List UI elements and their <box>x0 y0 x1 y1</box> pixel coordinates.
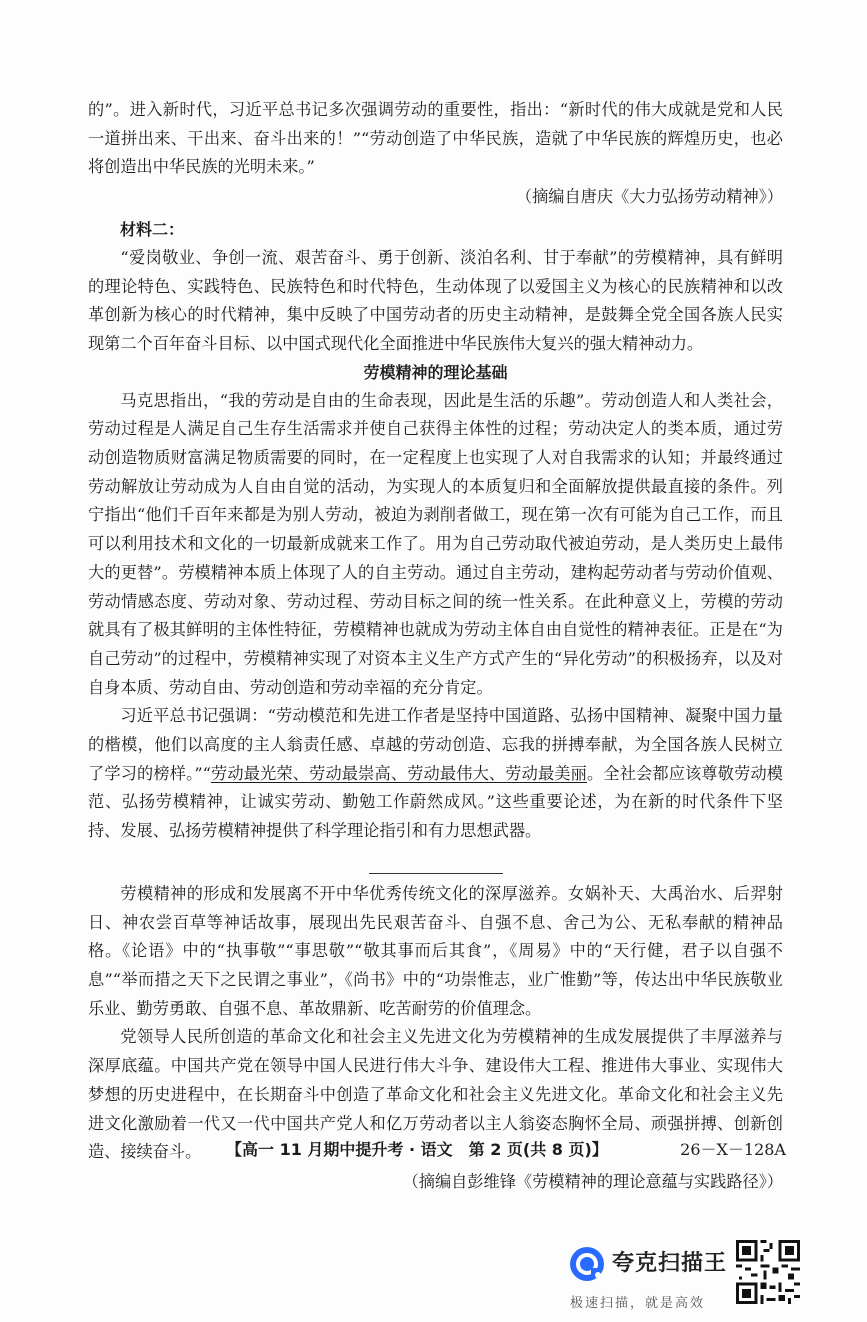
material-two-paragraph-4: 劳模精神的形成和发展离不开中华优秀传统文化的深厚滋养。女娲补天、大禹治水、后羿射日、神农尝百草等神话故事，展现出先民艰苦奋斗、自强不息、舍己为公、无私奉献的精神品格。《论语》中的“执事敬”“事思敬”“敬其事而后其食”，《周易》中的“天行健，君子以自强不息”“举而措之天下之民谓之事业”，《尚书》中的“功崇惟志，业广惟勤”等，传达出中华民族敬业乐业、勤劳勇敢、自强不息、革故鼎新、吃苦耐劳的价值理念。 <box>88 883 783 1018</box>
section-title: 劳模精神的理论基础 <box>363 362 508 382</box>
material-two-paragraph-5: 党领导人民所创造的革命文化和社会主义先进文化为劳模精神的生成发展提供了丰厚滋养与深厚底蕴。中国共产党在领导中国人民进行伟大斗争、建设伟大工程、推进伟大事业、实现伟大梦想的历史进程中，在长期奋斗中创造了革命文化和社会主义先进文化。革命文化和社会主义先进文化激励着一代又一代中国共产党人和亿万劳动者以主人翁姿态胸怀全局、顽强拼搏、创新创造、接续奋斗。 <box>88 1027 783 1162</box>
material-two-paragraph-3 <box>88 702 783 846</box>
scanner-logo-icon <box>568 1245 606 1283</box>
source-citation-1: （摘编自唐庆《大力弘扬劳动精神》） <box>515 187 783 207</box>
paragraph-3-text-a: 习近平总书记强调：“劳动模范和先进工作者是坚持中国道路、弘扬中国精神、凝聚中国力量的楷模，他们以高度的主人翁责任感、卓越的劳动创造、忘我的拼搏奉献，为全国各族人民树立了学习的榜样。”“ <box>88 706 783 783</box>
scanner-brand-name: 夸克扫描王 <box>612 1251 728 1276</box>
underlined-quote: 劳动最光荣、劳动最崇高、劳动最伟大、劳动最美丽 <box>210 763 587 783</box>
scanner-slogan: 极速扫描，就是高效 <box>570 1296 706 1311</box>
footer-exam-info: 【高一 11 月期中提升考 · 语文 第 2 页(共 8 页)】 <box>226 1140 608 1159</box>
material-two-title: 材料二： <box>120 219 185 239</box>
section-divider <box>369 873 503 874</box>
footer-code: 26－X－128A <box>680 1140 786 1159</box>
material-two-paragraph-1: “爱岗敬业、争创一流、艰苦奋斗、勇于创新、淡泊名利、甘于奉献”的劳模精神，具有鲜明的理论特色、实践特色、民族特色和时代特色，生动体现了以爱国主义为核心的民族精神和以改革创新为核心的时代精神，集中反映了中国劳动者的历史主动精神，是鼓舞全党全国各族人民实现第二个百年奋斗目标、以中国式现代化全面推进中华民族伟大复兴的强大精神动力。 <box>88 247 783 353</box>
paragraph-3-text-b: 。全社会都应该尊敬劳动模范、弘扬劳模精神，让诚实劳动、勤勉工作蔚然成风。”这些重要论述，为在新的时代条件下坚持、发展、弘扬劳模精神提供了科学理论指引和有力思想武器。 <box>88 763 783 841</box>
qr-code-icon <box>736 1240 800 1304</box>
scanner-watermark <box>568 1240 728 1310</box>
page-footer <box>226 1137 786 1160</box>
intro-paragraph: 的”。进入新时代，习近平总书记多次强调劳动的重要性，指出：“新时代的伟大成就是党和人民一道拼出来、干出来、奋斗出来的！”“劳动创造了中华民族，造就了中华民族的辉煌历史，也必将创造出中华民族的光明未来。” <box>88 100 783 177</box>
material-two-paragraph-2: 马克思指出，“我的劳动是自由的生命表现，因此是生活的乐趣”。劳动创造人和人类社会，劳动过程是人满足自己生存生活需求并使自己获得主体性的过程；劳动决定人的类本质，通过劳动创造物质财富满足物质需要的同时，在一定程度上也实现了人对自我需求的认知；并最终通过劳动解放让劳动成为人自由自觉的活动，为实现人的本质复归和全面解放提供最直接的条件。列宁指出“他们千百年来都是为别人劳动，被迫为剥削者做工，现在第一次有可能为自己工作，而且可以利用技术和文化的一切最新成就来工作了。用为自己劳动取代被迫劳动，是人类历史上最伟大的更替”。劳模精神本质上体现了人的自主劳动。通过自主劳动，建构起劳动者与劳动价值观、劳动情感态度、劳动对象、劳动过程、劳动目标之间的统一性关系。在此种意义上，劳模的劳动就具有了极其鲜明的主体性特征，劳模精神也就成为劳动主体自由自觉性的精神表征。正是在“为自己劳动”的过程中，劳模精神实现了对资本主义生产方式产生的“异化劳动”的积极扬弃，以及对自身本质、劳动自由、劳动创造和劳动幸福的充分肯定。 <box>88 390 783 697</box>
article-body <box>88 96 783 1197</box>
source-citation-2: （摘编自彭维锋《劳模精神的理论意蕴与实践路径》） <box>402 1171 783 1191</box>
